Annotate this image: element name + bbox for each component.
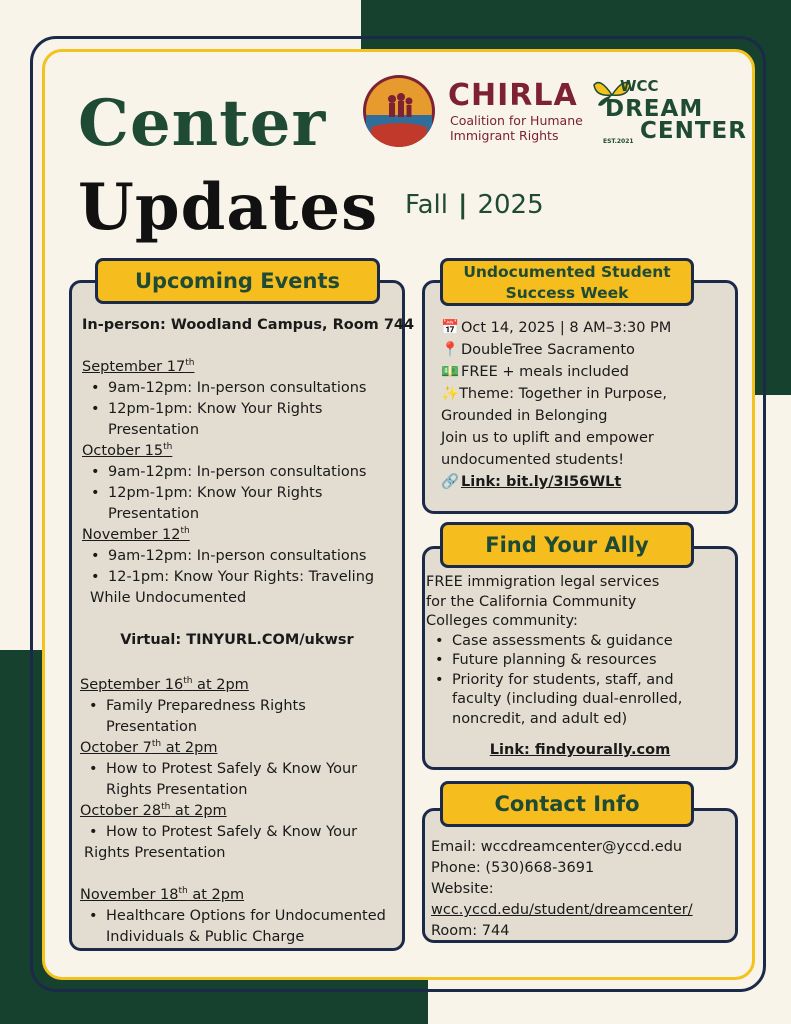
pin-icon: 📍 xyxy=(441,342,460,358)
list-item: • 12-1pm: Know Your Rights: Traveling xyxy=(82,567,374,588)
ally-intro: FREE immigration legal services xyxy=(426,574,660,590)
list-item-continuation: Presentation xyxy=(108,422,200,438)
list-item-continuation: Individuals & Public Charge xyxy=(106,929,305,945)
chirla-subtitle: Coalition for Humane Immigrant Rights xyxy=(450,113,583,143)
event-date-oct7: October 7th at 2pm xyxy=(80,739,218,756)
sparkle-icon: ✨ xyxy=(441,386,460,402)
list-item-continuation: Rights Presentation xyxy=(84,845,226,861)
list-item-continuation: While Undocumented xyxy=(90,590,247,606)
list-item: • 9am-12pm: In-person consultations xyxy=(82,546,374,567)
title-line-1: Center xyxy=(78,86,327,161)
money-icon: 💵 xyxy=(441,364,460,380)
chirla-name: CHIRLA xyxy=(448,78,578,113)
wcc-logo-line-3: CENTER xyxy=(640,118,747,144)
ally-intro-2: for the California Community xyxy=(426,593,637,610)
success-week-join-2: undocumented students! xyxy=(441,452,625,468)
list-item-continuation: faculty (including dual-enrolled, xyxy=(452,691,683,707)
list-item-continuation: Presentation xyxy=(108,506,200,522)
wcc-logo-line-2: DREAM xyxy=(605,96,704,122)
event-date-nov12: November 12th xyxy=(82,526,190,543)
ally-details xyxy=(426,573,682,729)
list-item: • Healthcare Options for Undocumented xyxy=(80,906,386,927)
contact-heading: Contact Info xyxy=(440,781,694,827)
wcc-logo-line-1: WCC xyxy=(620,77,659,95)
list-item: • 9am-12pm: In-person consultations xyxy=(82,378,374,399)
calendar-icon: 📅 xyxy=(441,320,460,336)
contact-email: Email: wccdreamcenter@yccd.edu xyxy=(431,839,683,855)
success-week-link[interactable]: 🔗 Link: bit.ly/3I56WLt xyxy=(441,471,671,493)
events-heading: Upcoming Events xyxy=(95,258,380,304)
success-week-free: 💵 FREE + meals included xyxy=(441,361,671,383)
ally-intro-3: Colleges community: xyxy=(426,613,578,629)
list-item: • How to Protest Safely & Know Your xyxy=(80,759,386,780)
title-line-2: Updates xyxy=(78,170,379,245)
list-item: • 12pm-1pm: Know Your Rights xyxy=(82,483,374,504)
event-date-oct28: October 28th at 2pm xyxy=(80,802,227,819)
wcc-logo-est: EST.2021 xyxy=(603,138,634,145)
events-inperson-list xyxy=(82,357,374,609)
event-date-sep17: September 17th xyxy=(82,358,195,375)
events-virtual-list xyxy=(80,675,386,948)
ally-link[interactable]: Link: findyourally.com xyxy=(489,742,671,758)
event-date-nov18: November 18th at 2pm xyxy=(80,886,245,903)
events-inperson-location: In-person: Woodland Campus, Room 744 xyxy=(82,317,415,333)
success-week-date: 📅 Oct 14, 2025 | 8 AM–3:30 PM xyxy=(441,317,671,339)
event-date-sep16: September 16th at 2pm xyxy=(80,676,249,693)
list-item: • Family Preparedness Rights xyxy=(80,696,386,717)
list-item-continuation: Rights Presentation xyxy=(106,782,248,798)
list-item-continuation: noncredit, and adult ed) xyxy=(452,710,628,727)
link-icon: 🔗 xyxy=(441,474,460,490)
contact-website-label: Website: xyxy=(431,881,494,897)
success-week-details xyxy=(441,317,671,493)
list-item: • Case assessments & guidance xyxy=(426,632,682,652)
contact-phone: Phone: (530)668-3691 xyxy=(431,860,595,876)
event-date-oct15: October 15th xyxy=(82,442,173,459)
events-virtual-link[interactable]: Virtual: TINYURL.COM/ukwsr xyxy=(120,632,354,648)
list-item-continuation: Presentation xyxy=(106,719,198,735)
list-item: • 9am-12pm: In-person consultations xyxy=(82,462,374,483)
list-item: • Future planning & resources xyxy=(426,651,682,671)
success-week-join: Join us to uplift and empower xyxy=(441,430,654,446)
term-label: Fall | 2025 xyxy=(405,190,544,220)
success-week-theme: ✨Theme: Together in Purpose, xyxy=(441,386,667,402)
list-item: • 12pm-1pm: Know Your Rights xyxy=(82,399,374,420)
contact-room: Room: 744 xyxy=(431,923,510,939)
list-item: • Priority for students, staff, and xyxy=(426,671,682,691)
success-week-place: 📍 DoubleTree Sacramento xyxy=(441,339,671,361)
contact-details xyxy=(431,837,693,942)
success-week-theme-2: Grounded in Belonging xyxy=(441,408,608,424)
success-week-heading: Undocumented Student Success Week xyxy=(440,258,694,306)
ally-heading: Find Your Ally xyxy=(440,522,694,568)
list-item: • How to Protest Safely & Know Your xyxy=(80,822,386,843)
chirla-logo-icon xyxy=(363,75,435,147)
contact-website-link[interactable]: wcc.yccd.edu/student/dreamcenter/ xyxy=(431,902,693,918)
